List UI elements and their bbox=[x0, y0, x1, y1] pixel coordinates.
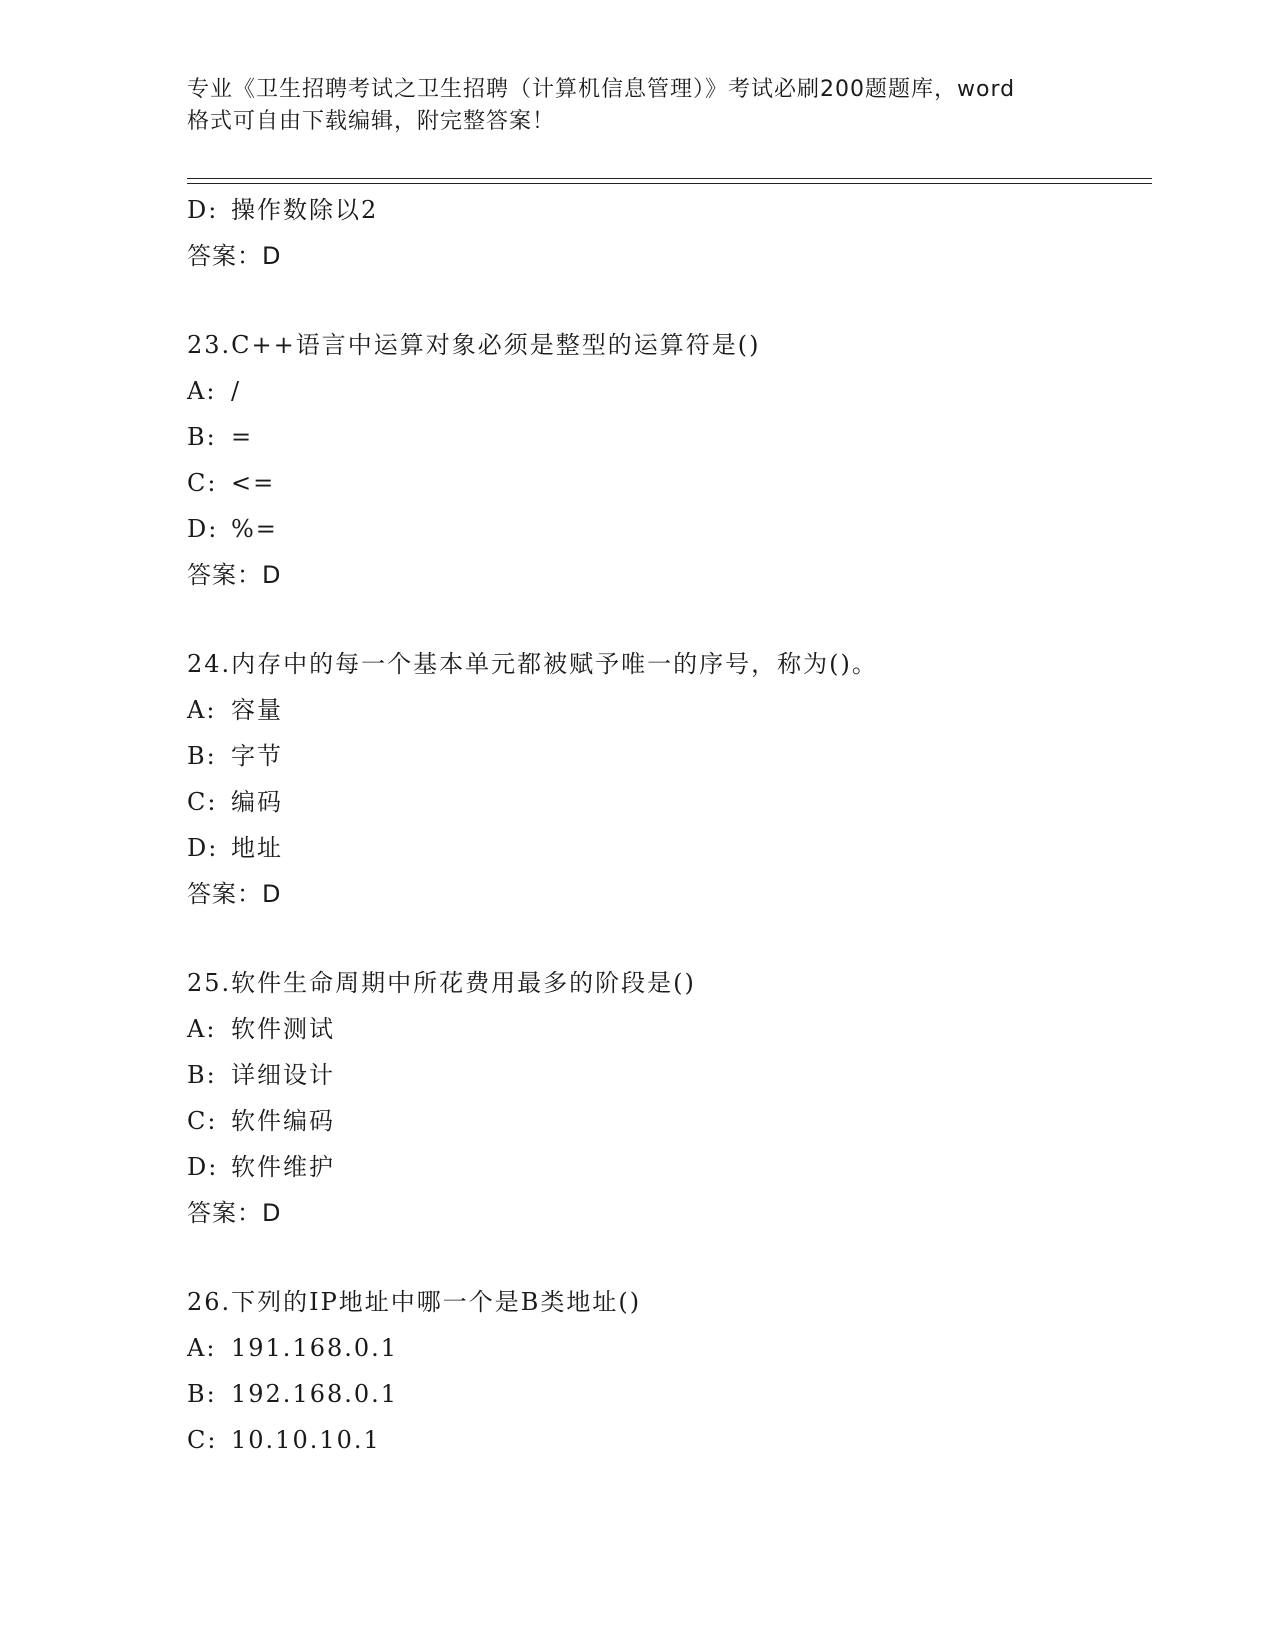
option-text: 软件维护 bbox=[231, 1153, 335, 1181]
answer-line: 答案：D bbox=[187, 242, 282, 270]
option-label: C: bbox=[187, 1107, 218, 1135]
option-text: 191.168.0.1 bbox=[231, 1334, 399, 1362]
option-c bbox=[187, 779, 1147, 825]
option-b bbox=[187, 1371, 1147, 1417]
question-spacer bbox=[187, 598, 1147, 641]
header-divider-bottom bbox=[187, 183, 1152, 184]
document-header bbox=[187, 74, 1087, 138]
option-label: A: bbox=[187, 1015, 217, 1043]
option-b bbox=[187, 414, 1147, 460]
question-stem: 23.C++语言中运算对象必须是整型的运算符是() bbox=[187, 331, 761, 359]
option-label: D: bbox=[187, 834, 219, 862]
option-text: 字节 bbox=[231, 742, 283, 770]
option-b bbox=[187, 1052, 1147, 1098]
option-text: 编码 bbox=[231, 788, 283, 816]
option-text: 操作数除以2 bbox=[231, 196, 379, 224]
question-spacer bbox=[187, 279, 1147, 322]
option-text: 容量 bbox=[231, 696, 283, 724]
question-spacer bbox=[187, 1236, 1147, 1279]
option-label: C: bbox=[187, 788, 218, 816]
answer-line: 答案：D bbox=[187, 561, 282, 589]
option-c bbox=[187, 460, 1147, 506]
option-a bbox=[187, 1006, 1147, 1052]
answer-line: 答案：D bbox=[187, 1199, 282, 1227]
option-c bbox=[187, 1098, 1147, 1144]
option-text: 192.168.0.1 bbox=[231, 1380, 399, 1408]
option-label: A: bbox=[187, 1334, 217, 1362]
option-label: B: bbox=[187, 742, 217, 770]
question-stem: 26.下列的IP地址中哪一个是B类地址() bbox=[187, 1288, 642, 1316]
option-a bbox=[187, 1325, 1147, 1371]
option-text: 软件编码 bbox=[231, 1107, 335, 1135]
option-label: B: bbox=[187, 1380, 217, 1408]
option-c bbox=[187, 1417, 1147, 1463]
option-label: A: bbox=[187, 696, 217, 724]
option-label: B: bbox=[187, 1061, 217, 1089]
question-stem: 25.软件生命周期中所花费用最多的阶段是() bbox=[187, 969, 696, 997]
option-d bbox=[187, 506, 1147, 552]
option-d bbox=[187, 825, 1147, 871]
answer-line: 答案：D bbox=[187, 880, 282, 908]
option-label: D: bbox=[187, 196, 219, 224]
option-text: <= bbox=[231, 469, 276, 497]
option-text: / bbox=[231, 377, 242, 405]
option-text: 软件测试 bbox=[231, 1015, 335, 1043]
header-divider-top bbox=[187, 178, 1152, 179]
option-label: D: bbox=[187, 515, 219, 543]
option-label: A: bbox=[187, 377, 217, 405]
option-text: 详细设计 bbox=[231, 1061, 335, 1089]
option-text: 地址 bbox=[231, 834, 283, 862]
option-label: B: bbox=[187, 423, 217, 451]
option-a bbox=[187, 368, 1147, 414]
header-line-1: 专业《卫生招聘考试之卫生招聘（计算机信息管理）》考试必刷200题题库，word bbox=[187, 77, 1016, 102]
option-a bbox=[187, 687, 1147, 733]
option-text: %= bbox=[231, 515, 278, 543]
option-text: 10.10.10.1 bbox=[231, 1426, 381, 1454]
option-label: C: bbox=[187, 1426, 218, 1454]
header-line-2: 格式可自由下载编辑，附完整答案！ bbox=[187, 109, 556, 134]
option-label: D: bbox=[187, 1153, 219, 1181]
option-d bbox=[187, 1144, 1147, 1190]
question-spacer bbox=[187, 917, 1147, 960]
option-text: = bbox=[231, 423, 254, 451]
option-d bbox=[187, 187, 1147, 233]
option-b bbox=[187, 733, 1147, 779]
question-stem: 24.内存中的每一个基本单元都被赋予唯一的序号，称为()。 bbox=[187, 650, 878, 678]
option-label: C: bbox=[187, 469, 218, 497]
question-list bbox=[187, 187, 1147, 1463]
